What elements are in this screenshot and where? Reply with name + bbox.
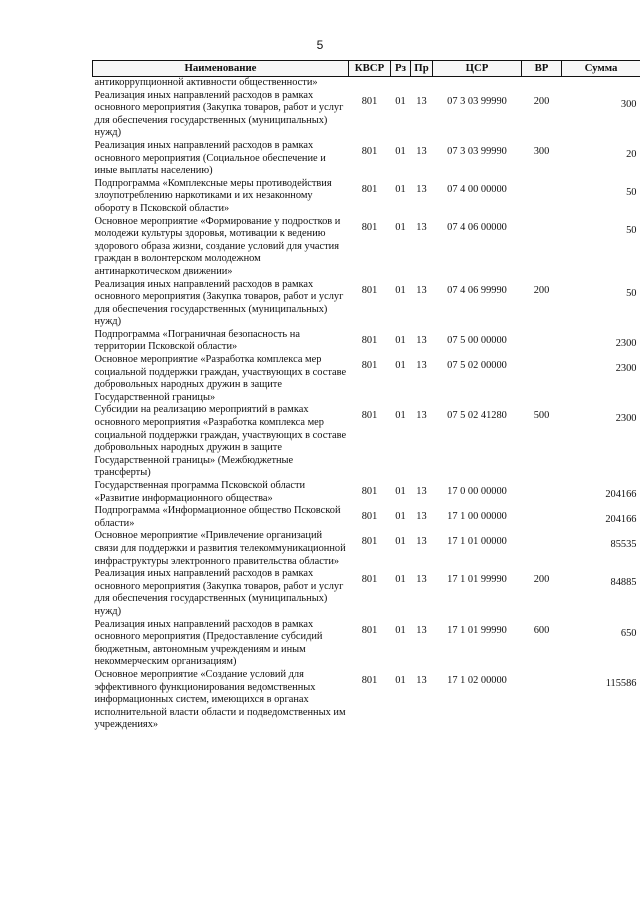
cell-rz: 01 [395,574,406,586]
cell-vr: 500 [533,410,550,422]
header-pr: Пр [411,61,433,77]
table-row [93,178,640,216]
cell-rz [391,77,411,90]
cell-csr: 07 3 03 99990 [447,95,507,107]
cell-csr: 17 1 01 99990 [447,574,507,586]
cell-rz: 01 [395,624,406,636]
cell-csr: 17 1 01 00000 [447,536,507,548]
cell-csr: 07 4 06 00000 [447,221,507,233]
table-header-row [93,61,640,77]
cell-name: Субсидии на реализацию мероприятий в рамках основного мероприятия «Разработка комплекса мер социальной поддержки граждан, участвующих в составе добровольных народных дружин в защите Государственной границы» (Межбюджетные трансферты) [94,404,347,479]
table-row [93,90,640,140]
cell-pr: 13 [416,284,427,296]
cell-kvsr: 801 [361,536,378,548]
cell-pr: 13 [416,410,427,422]
cell-sum: 20 [626,148,637,160]
table-row [93,216,640,279]
table-row [93,530,640,568]
cell-kvsr: 801 [361,183,378,195]
header-name: Наименование [93,61,349,77]
table-row [93,619,640,669]
cell-vr: 200 [533,284,550,296]
table-row [93,505,640,530]
table-row [93,329,640,354]
cell-kvsr: 801 [361,410,378,422]
cell-vr [522,354,562,404]
table-row [93,140,640,178]
cell-rz: 01 [395,221,406,233]
cell-csr: 07 4 06 99990 [447,284,507,296]
cell-name: Основное мероприятие «Формирование у подростков и молодежи культуры здоровья, мотивации к ведению здорового образа жизни, создание условий для участия граждан в волонтерском молодежном антинаркотическом движении» [94,215,341,277]
page-number: 5 [316,38,324,52]
cell-csr: 07 4 00 00000 [447,183,507,195]
cell-vr: 300 [533,145,550,157]
cell-kvsr: 801 [361,145,378,157]
cell-sum [562,77,640,90]
cell-sum: 2300 [615,363,637,375]
cell-vr [522,530,562,568]
cell-csr: 17 0 00 00000 [447,486,507,497]
cell-name: Основное мероприятие «Создание условий для эффективного функционирования ведомственных информационных систем, имеющихся в органах исполнительной власти области и подведомственных им учреждениях» [94,668,346,731]
cell-kvsr: 801 [361,284,378,296]
cell-rz: 01 [395,410,406,422]
table-row [93,669,640,732]
cell-vr [522,329,562,354]
cell-vr [522,669,562,732]
cell-rz: 01 [395,511,406,523]
cell-name: Реализация иных направлений расходов в рамках основного мероприятия (Закупка товаров, работ и услуг для обеспечения государственных (муниципальных) нужд) [94,89,344,139]
cell-sum: 50 [626,186,637,198]
header-rz: Рз [391,61,411,77]
cell-pr: 13 [416,536,427,548]
cell-rz: 01 [395,674,406,686]
cell-sum: 115586 [605,677,637,689]
cell-rz: 01 [395,183,406,195]
cell-sum: 50 [626,224,637,236]
cell-kvsr: 801 [361,360,378,372]
table-row [93,404,640,480]
table-row [93,279,640,329]
cell-csr [433,77,522,90]
cell-kvsr: 801 [361,486,378,497]
cell-csr: 17 1 00 00000 [447,511,507,523]
cell-pr: 13 [416,221,427,233]
cell-sum: 84885 [610,577,637,589]
cell-rz: 01 [395,145,406,157]
cell-name: Реализация иных направлений расходов в рамках основного мероприятия (Закупка товаров, работ и услуг для обеспечения государственных (муниципальных) нужд) [94,278,344,328]
cell-csr: 07 5 00 00000 [447,334,507,346]
header-csr: ЦСР [433,61,522,77]
cell-pr: 13 [416,511,427,523]
table-body [93,77,640,732]
cell-kvsr [349,77,391,90]
cell-vr: 200 [533,95,550,107]
cell-kvsr: 801 [361,624,378,636]
table-row [93,354,640,404]
header-sum: Сумма [562,61,640,77]
cell-vr [522,216,562,279]
cell-pr: 13 [416,334,427,346]
cell-sum: 204166 [605,489,637,500]
cell-pr [411,77,433,90]
cell-vr [522,505,562,530]
cell-vr [522,178,562,216]
cell-kvsr: 801 [361,95,378,107]
cell-rz: 01 [395,284,406,296]
cell-pr: 13 [416,183,427,195]
cell-rz: 01 [395,334,406,346]
cell-pr: 13 [416,674,427,686]
header-kvsr: КВСР [349,61,391,77]
table-row [93,77,640,90]
cell-name: Подпрограмма «Информационное общество Псковской области» [94,505,341,529]
budget-table-container [92,60,640,732]
cell-csr: 07 5 02 00000 [447,360,507,372]
cell-name: Подпрограмма «Пограничная безопасность на территории Псковской области» [94,328,300,353]
cell-pr: 13 [416,360,427,372]
cell-csr: 17 1 01 99990 [447,624,507,636]
cell-kvsr: 801 [361,674,378,686]
cell-sum: 50 [626,287,637,299]
cell-name: Реализация иных направлений расходов в рамках основного мероприятия (Социальное обеспечение и иные выплаты населению) [94,139,326,177]
cell-rz: 01 [395,486,406,497]
cell-name: Реализация иных направлений расходов в рамках основного мероприятия (Предоставление субсидий бюджетным, автономным учреждениям и иным некоммерческим организациям) [94,618,323,668]
cell-vr [522,480,562,505]
cell-rz: 01 [395,360,406,372]
cell-kvsr: 801 [361,221,378,233]
cell-name: Государственная программа Псковской области «Развитие информационного общества» [94,480,306,504]
cell-kvsr: 801 [361,574,378,586]
table-row [93,480,640,505]
cell-name: Реализация иных направлений расходов в рамках основного мероприятия (Закупка товаров, работ и услуг для обеспечения государственных (муниципальных) нужд) [94,568,344,617]
header-vr: ВР [522,61,562,77]
cell-sum: 650 [620,627,637,639]
cell-pr: 13 [416,574,427,586]
cell-name: антикоррупционной активности общественности» [94,77,318,88]
cell-vr [522,77,562,90]
cell-rz: 01 [395,536,406,548]
cell-sum: 204166 [605,514,637,526]
cell-kvsr: 801 [361,334,378,346]
cell-name: Подпрограмма «Комплексные меры противодействия злоупотреблению наркотиками и их незаконному обороту в Псковской области» [94,177,332,214]
cell-csr: 17 1 02 00000 [447,674,507,686]
cell-pr: 13 [416,486,427,497]
cell-pr: 13 [416,145,427,157]
cell-sum: 85535 [610,539,637,551]
cell-csr: 07 3 03 99990 [447,145,507,157]
cell-kvsr: 801 [361,511,378,523]
cell-name: Основное мероприятие «Разработка комплекса мер социальной поддержки граждан, участвующих в составе добровольных народных дружин в защите Государственной границы» [94,354,347,403]
cell-name: Основное мероприятие «Привлечение организаций связи для поддержки и развития телекоммуникационной инфраструктуры электронного правительства области» [94,530,346,567]
cell-pr: 13 [416,624,427,636]
table-row [93,568,640,618]
cell-pr: 13 [416,95,427,107]
cell-vr: 200 [533,574,550,586]
cell-rz: 01 [395,95,406,107]
cell-vr: 600 [533,624,550,636]
cell-csr: 07 5 02 41280 [447,410,507,422]
budget-table [92,60,640,732]
cell-sum: 2300 [615,413,637,425]
cell-sum: 300 [620,98,637,110]
cell-sum: 2300 [615,337,637,349]
